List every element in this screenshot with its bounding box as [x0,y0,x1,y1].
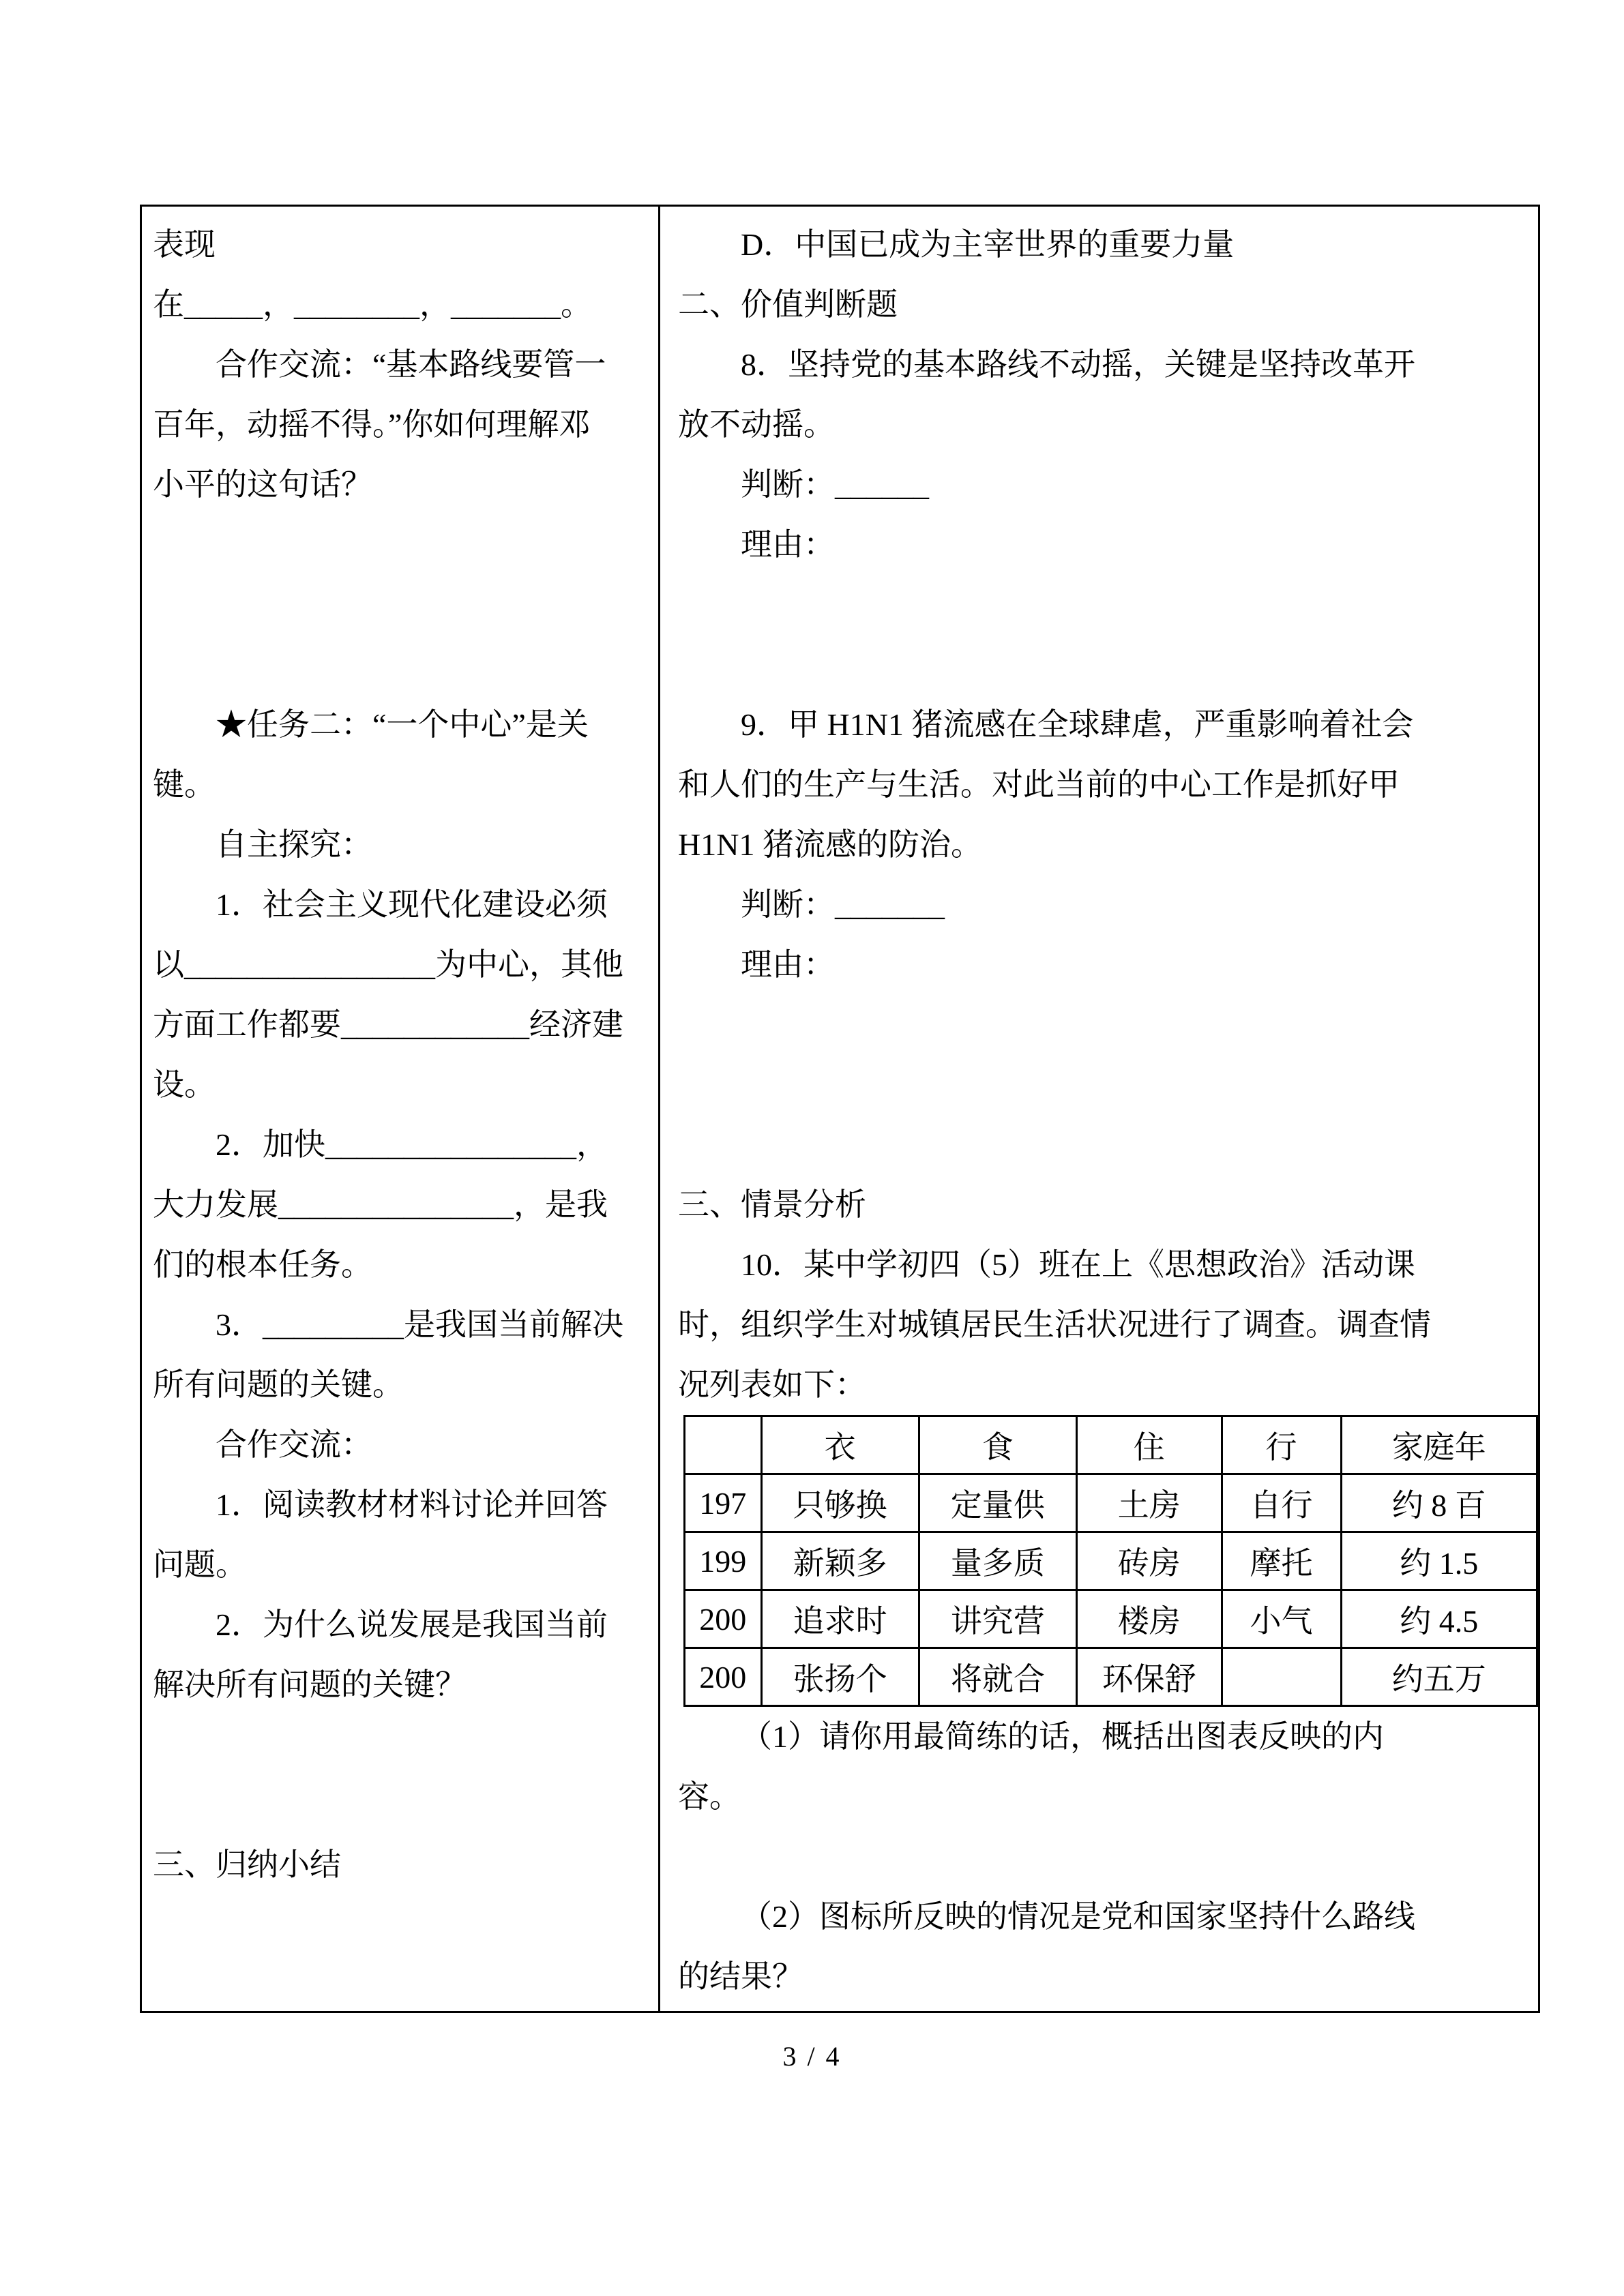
text-line: 合作交流： [216,1427,372,1462]
table-cell: 197 [685,1474,762,1532]
table-header-cell: 家庭年 [1341,1416,1537,1474]
table-cell: 约 8 百 [1341,1474,1537,1532]
section-heading: 二、价值判断题 [678,287,898,322]
table-row [685,1474,1537,1532]
table-cell: 199 [685,1532,762,1590]
table-cell [1222,1648,1341,1706]
text-line: ★任务二：“一个中心”是关 [216,707,589,742]
text-line: 理由： [741,527,835,562]
text-line: 时，组织学生对城镇居民生活状况进行了调查。调查情 [678,1307,1431,1342]
text-line: （2）图标所反映的情况是党和国家坚持什么路线 [741,1899,1415,1934]
table-cell: 张扬个 [761,1648,919,1706]
blank-line [678,1055,1538,1115]
page-number: 3 / 4 [782,2041,842,2072]
table-cell: 小气 [1222,1590,1341,1648]
blank-line [678,1115,1538,1175]
section-heading: 三、情景分析 [678,1187,866,1222]
table-cell: 砖房 [1077,1532,1222,1590]
blank-line [153,1715,653,1775]
table-cell: 200 [685,1590,762,1648]
worksheet-frame [140,205,1540,2013]
text-line: 判断：______ [741,467,929,502]
text-line: 大力发展_______________，是我 [153,1187,608,1222]
blank-line [153,635,653,695]
table-row [685,1648,1537,1706]
text-line: 1．阅读教材材料讨论并回答 [216,1487,608,1522]
text-line: 小平的这句话？ [153,467,372,502]
table-header-cell: 食 [919,1416,1076,1474]
text-line: 放不动摇。 [678,407,835,442]
text-line: 判断：_______ [741,887,945,922]
text-line: 以________________为中心，其他 [153,947,623,982]
table-header-cell [685,1416,762,1474]
table-row [685,1532,1537,1590]
text-line: 合作交流：“基本路线要管一 [216,347,606,382]
text-line: 9．甲 H1N1 猪流感在全球肆虐，严重影响着社会 [741,707,1414,742]
text-line: 所有问题的关键。 [153,1367,404,1402]
blank-line [153,575,653,635]
text-line: 在_____，________，_______。 [153,287,592,322]
text-line: 10．某中学初四（5）班在上《思想政治》活动课 [741,1247,1415,1282]
text-line: 况列表如下： [678,1367,866,1402]
text-line: 2．为什么说发展是我国当前 [216,1607,608,1642]
text-line: 2．加快________________， [216,1127,608,1162]
text-line: 解决所有问题的关键？ [153,1667,467,1702]
table-cell: 新颖多 [761,1532,919,1590]
blank-line [678,635,1538,695]
table-cell: 自行 [1222,1474,1341,1532]
blank-line [678,995,1538,1055]
table-cell: 环保舒 [1077,1648,1222,1706]
text-line: 设。 [153,1067,216,1102]
text-line: 百年，动摇不得。”你如何理解邓 [153,407,591,442]
right-column [660,207,1538,2011]
table-cell: 约 1.5 [1341,1532,1537,1590]
text-line: 和人们的生产与生活。对此当前的中心工作是抓好甲 [678,767,1400,802]
text-line: 键。 [153,767,216,802]
table-cell: 定量供 [919,1474,1076,1532]
table-header-cell: 住 [1077,1416,1222,1474]
text-line: 自主探究： [216,827,372,862]
table-cell: 土房 [1077,1474,1222,1532]
table-cell: 楼房 [1077,1590,1222,1648]
text-line: H1N1 猪流感的防治。 [678,827,982,862]
table-header-row [685,1416,1537,1474]
text-line: 8．坚持党的基本路线不动摇，关键是坚持改革开 [741,347,1415,382]
blank-line [153,1895,653,1955]
text-line: D．中国已成为主宰世界的重要力量 [741,227,1235,262]
blank-line [153,1775,653,1835]
text-line: 问题。 [153,1547,247,1582]
text-line: 们的根本任务。 [153,1247,372,1282]
blank-line [678,1827,1538,1887]
table-cell: 200 [685,1648,762,1706]
table-cell: 量多质 [919,1532,1076,1590]
table-cell: 只够换 [761,1474,919,1532]
text-line: 容。 [678,1779,741,1814]
text-line: 1．社会主义现代化建设必须 [216,887,608,922]
table-cell: 将就合 [919,1648,1076,1706]
table-header-cell: 衣 [761,1416,919,1474]
table-cell: 讲究营 [919,1590,1076,1648]
text-line: （1）请你用最简练的话，概括出图表反映的内 [741,1719,1384,1754]
table-cell: 约 4.5 [1341,1590,1537,1648]
survey-table [683,1415,1538,1707]
blank-line [153,515,653,575]
text-line: 理由： [741,947,835,982]
blank-line [678,575,1538,635]
left-column [142,207,660,2011]
text-line: 的结果？ [678,1959,803,1994]
text-line: 表现 [153,227,216,262]
text-line: 方面工作都要____________经济建 [153,1007,623,1042]
table-row [685,1590,1537,1648]
table-header-cell: 行 [1222,1416,1341,1474]
table-cell: 约五万 [1341,1648,1537,1706]
table-cell: 摩托 [1222,1532,1341,1590]
table-cell: 追求时 [761,1590,919,1648]
text-line: 3．_________是我国当前解决 [216,1307,623,1342]
section-heading: 三、归纳小结 [153,1847,341,1882]
